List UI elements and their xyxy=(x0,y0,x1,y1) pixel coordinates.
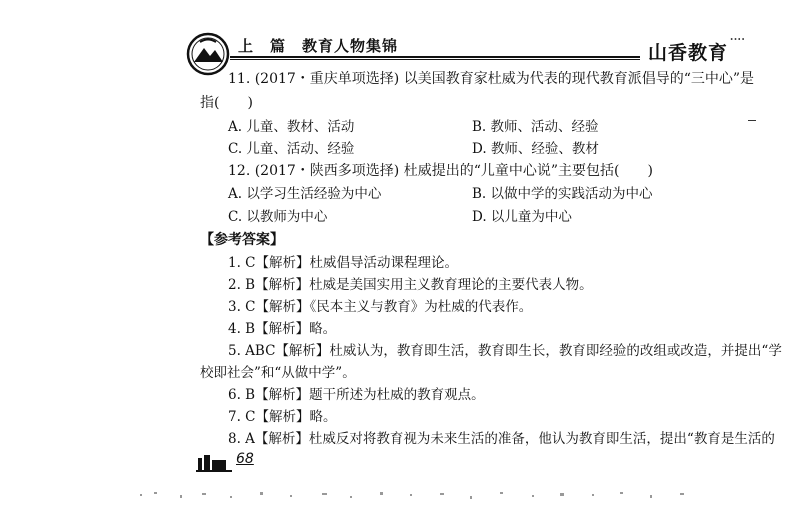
answer-6: 6. B【解析】题干所述为杜威的教育观点。 xyxy=(228,387,485,403)
answer-7: 7. C【解析】略。 xyxy=(228,409,337,425)
shanxiang-logo-icon xyxy=(186,32,230,76)
question-12-option-d: D. 以儿童为中心 xyxy=(472,209,572,225)
page-header xyxy=(0,0,800,70)
question-11-option-b: B. 教师、活动、经验 xyxy=(472,119,599,135)
answer-5-cont: 校即社会”和“从做中学”。 xyxy=(200,365,356,381)
question-12-option-b: B. 以做中学的实践活动为中心 xyxy=(472,186,653,202)
question-11-option-c: C. 儿童、活动、经验 xyxy=(228,141,355,157)
question-11-option-a: A. 儿童、教材、活动 xyxy=(228,119,355,135)
question-12-option-c: C. 以教师为中心 xyxy=(228,209,328,225)
answer-8: 8. A【解析】杜威反对将教育视为未来生活的准备，他认为教育即生活，提出“教育是生活的 xyxy=(228,431,775,447)
answer-2: 2. B【解析】杜威是美国实用主义教育理论的主要代表人物。 xyxy=(228,277,593,293)
section-title: 上 篇 教育人物集锦 xyxy=(238,37,399,55)
answer-3: 3. C【解析】《民本主义与教育》为杜威的代表作。 xyxy=(228,299,533,315)
header-divider xyxy=(230,56,640,58)
brand-decoration: ᐧᐧᐧᐧ xyxy=(730,33,746,46)
book-icon xyxy=(196,452,232,472)
question-11-option-d: D. 教师、经验、教材 xyxy=(472,141,599,157)
answer-5: 5. ABC【解析】杜威认为，教育即生活，教育即生长，教育即经验的改组或改造，并提出“学 xyxy=(228,343,782,359)
page-number: 68 xyxy=(236,451,254,467)
scan-noise xyxy=(140,488,700,502)
question-11-stem: 11. (2017・重庆单项选择) 以美国教育家杜威为代表的现代教育派倡导的“三中心”是 xyxy=(228,71,755,87)
question-12-option-a: A. 以学习生活经验为中心 xyxy=(228,186,382,202)
margin-mark xyxy=(748,120,756,121)
answer-4: 4. B【解析】略。 xyxy=(228,321,337,337)
question-12-stem: 12. (2017・陕西多项选择) 杜威提出的“儿童中心说”主要包括( ) xyxy=(228,163,653,179)
answer-1: 1. C【解析】杜威倡导活动课程理论。 xyxy=(228,255,459,271)
header-divider-thin xyxy=(230,59,640,60)
brand-name: 山香教育 xyxy=(648,42,729,64)
answers-heading: 【参考答案】 xyxy=(200,232,284,248)
question-11-stem-cont: 指( ) xyxy=(200,95,253,111)
